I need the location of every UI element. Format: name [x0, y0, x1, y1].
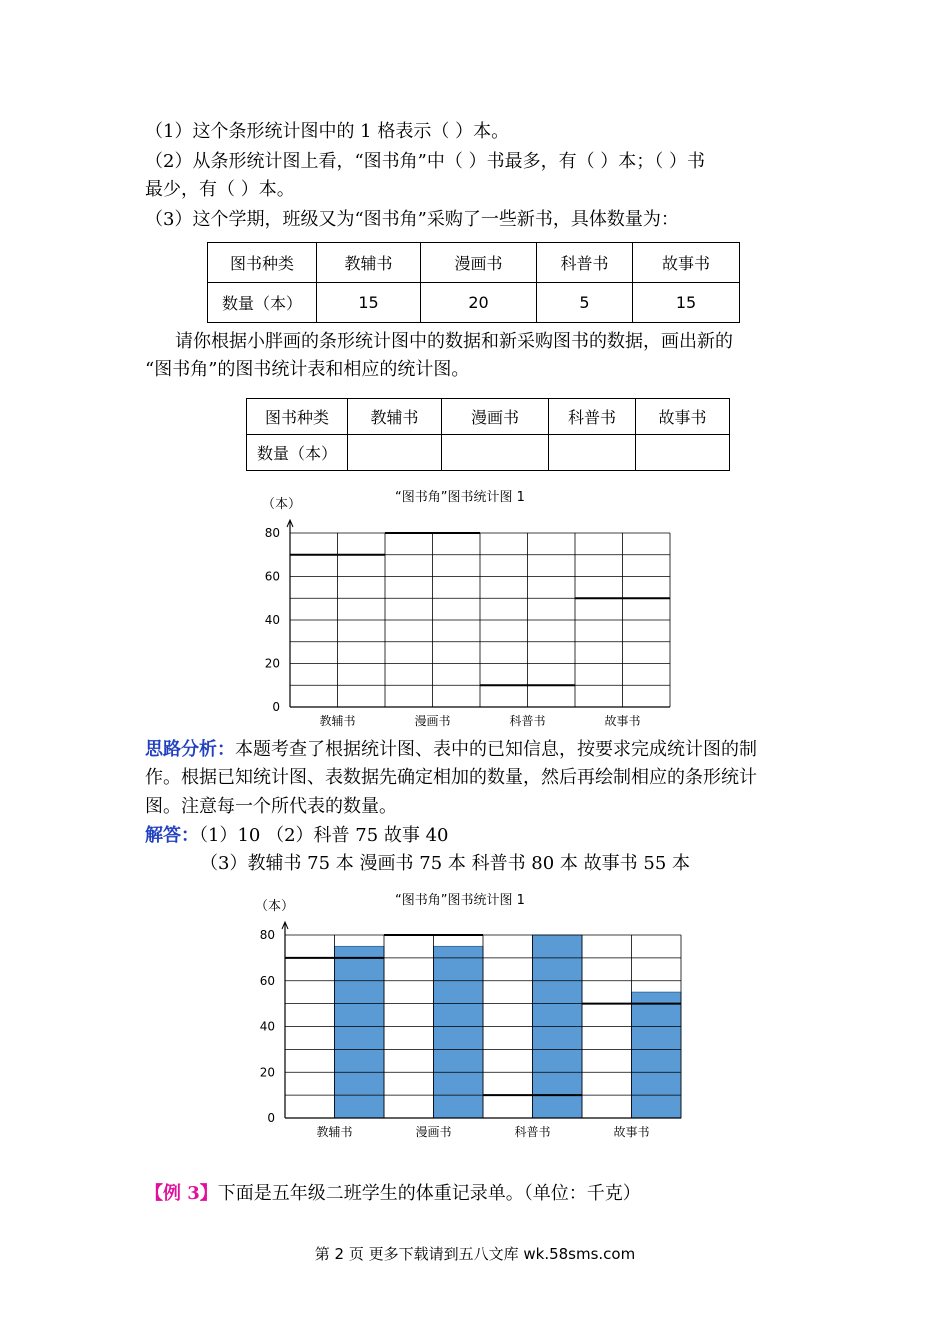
question-2-line-1: （2）从条形统计图上看，“图书角”中（ ）书最多，有（ ）本；（ ）书 [145, 151, 706, 172]
table-header-cell: 漫画书 [421, 243, 537, 283]
table-cell: 5 [537, 283, 633, 323]
x-tick-label: 科普书 [509, 714, 546, 728]
y-tick-label: 80 [264, 526, 280, 540]
x-tick-label: 教辅书 [316, 1125, 353, 1139]
y-tick-label: 60 [264, 569, 280, 584]
table-header-cell: 图书种类 [208, 243, 317, 283]
table-header-cell: 故事书 [633, 243, 740, 283]
answer-line-2: （3）教辅书 75 本 漫画书 75 本 科普书 80 本 故事书 55 本 [200, 853, 691, 874]
table-header-cell: 图书种类 [247, 399, 348, 435]
table-cell[interactable] [442, 435, 549, 471]
analysis-line-3: 图。注意每一个所代表的数量。 [145, 796, 397, 817]
chart-2-title: “图书角”图书统计图 1 [395, 893, 525, 908]
question-2-line-2: 最少，有（ ）本。 [145, 179, 295, 200]
blank-books-table [246, 398, 730, 471]
table-header-cell: 教辅书 [348, 399, 442, 435]
question-1: （1）这个条形统计图中的 1 格表示（ ）本。 [145, 121, 510, 142]
y-tick-label: 80 [259, 928, 275, 942]
table-header-cell: 教辅书 [317, 243, 421, 283]
analysis-line-2: 作。根据已知统计图、表数据先确定相加的数量，然后再绘制相应的条形统计 [145, 767, 757, 788]
y-tick-label: 0 [267, 1111, 275, 1125]
analysis-line-1 [145, 738, 757, 762]
y-tick-label: 40 [259, 1019, 275, 1034]
example-3 [145, 1182, 641, 1206]
chart-1 [250, 490, 690, 735]
analysis-text-1: 本题考查了根据统计图、表中的已知信息，按要求完成统计图的制 [235, 739, 757, 760]
bar [632, 992, 682, 1118]
x-tick-label: 故事书 [613, 1125, 650, 1139]
table-cell: 15 [317, 283, 421, 323]
y-tick-label: 20 [259, 1065, 275, 1080]
table-header-row [208, 243, 740, 283]
analysis-label: 思路分析： [145, 739, 235, 760]
y-tick-label: 0 [272, 700, 280, 714]
table-header-cell: 故事书 [636, 399, 730, 435]
question-3: （3）这个学期，班级又为“图书角”采购了一些新书，具体数量为： [145, 209, 679, 230]
x-tick-label: 科普书 [514, 1125, 551, 1139]
table-header-row [247, 399, 730, 435]
row-label: 数量（本） [208, 283, 317, 323]
table-cell: 15 [633, 283, 740, 323]
instruction-line-1: 请你根据小胖画的条形统计图中的数据和新采购图书的数据，画出新的 [175, 331, 733, 352]
x-tick-label: 故事书 [604, 714, 641, 728]
table-cell[interactable] [636, 435, 730, 471]
chart-1-title: “图书角”图书统计图 1 [395, 490, 525, 505]
example-label: 【例 3】 [145, 1183, 218, 1204]
x-tick-label: 漫画书 [415, 1125, 452, 1139]
example-text: 下面是五年级二班学生的体重记录单。（单位：千克） [217, 1183, 641, 1204]
y-axis-label: （本） [262, 497, 302, 512]
table-row [247, 435, 730, 471]
x-tick-label: 漫画书 [414, 714, 451, 728]
answer-line-1 [145, 824, 449, 848]
table-header-cell: 科普书 [549, 399, 636, 435]
bar [335, 946, 385, 1118]
answer-label: 解答： [145, 825, 199, 846]
bar [434, 946, 484, 1118]
y-tick-label: 60 [259, 973, 275, 988]
page-footer: 第 2 页 更多下载请到五八文库 wk.58sms.com [314, 1245, 636, 1263]
new-books-table [207, 242, 740, 323]
instruction-line-2: “图书角”的图书统计表和相应的统计图。 [145, 359, 470, 380]
y-tick-label: 20 [264, 656, 280, 671]
table-cell: 20 [421, 283, 537, 323]
y-tick-label: 40 [264, 613, 280, 627]
chart-2 [245, 890, 695, 1145]
table-cell[interactable] [549, 435, 636, 471]
table-row [208, 283, 740, 323]
table-cell[interactable] [348, 435, 442, 471]
answer-text-1: （1）10 （2）科普 75 故事 40 [199, 825, 449, 846]
table-header-cell: 漫画书 [442, 399, 549, 435]
table-header-cell: 科普书 [537, 243, 633, 283]
x-tick-label: 教辅书 [319, 714, 356, 728]
y-axis-label: （本） [255, 899, 295, 914]
row-label: 数量（本） [247, 435, 348, 471]
